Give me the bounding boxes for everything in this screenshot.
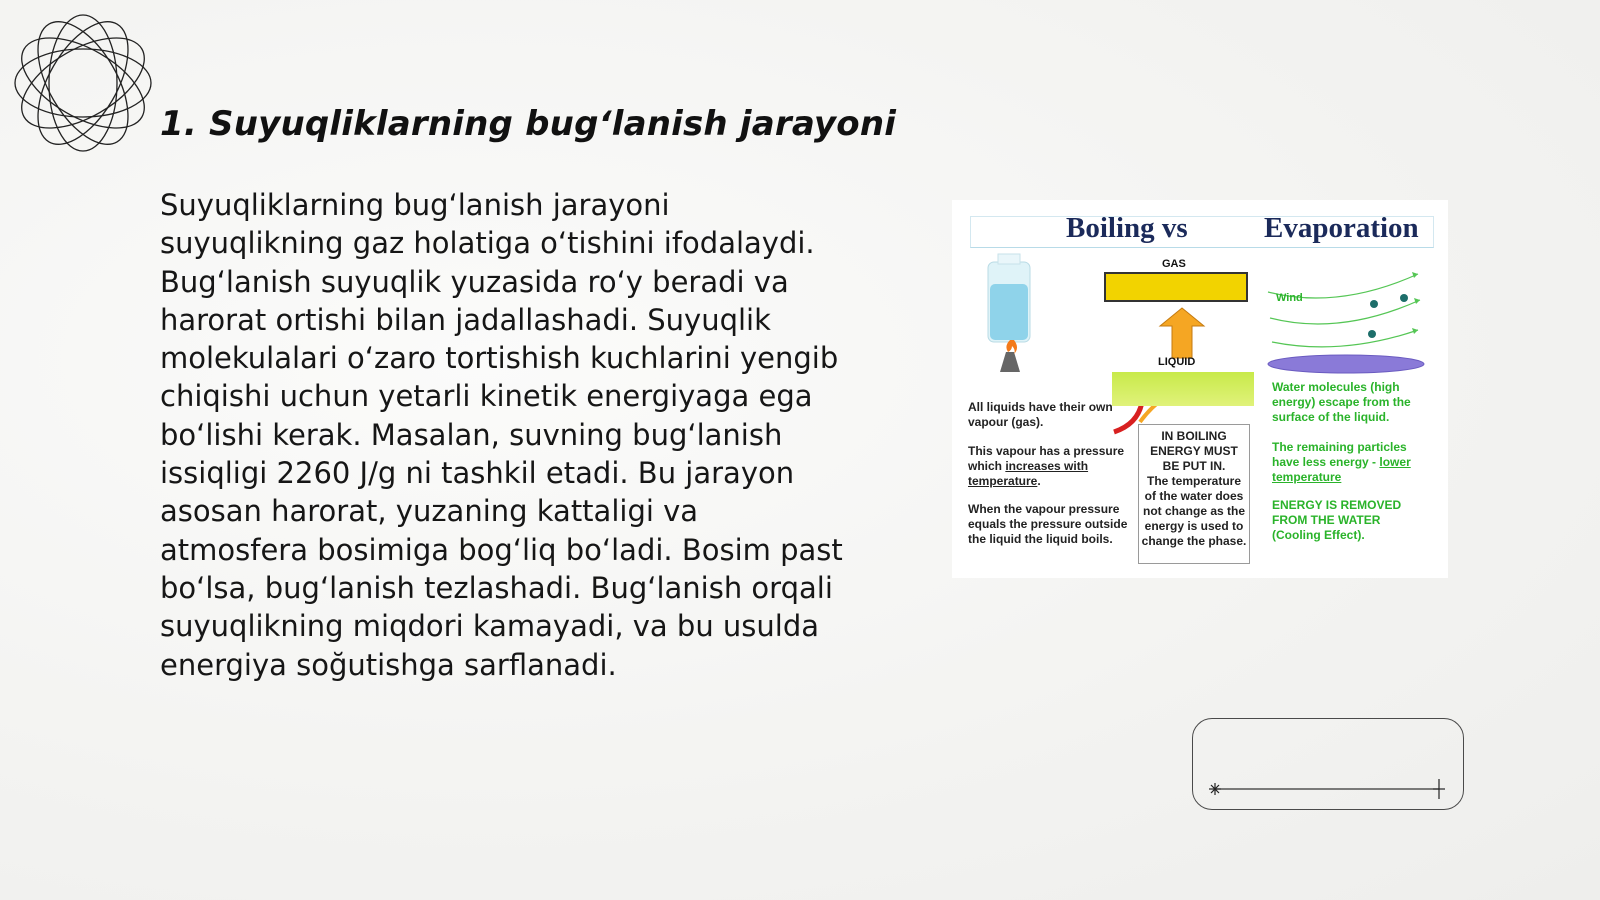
up-arrow-icon [1160, 308, 1204, 358]
right-text-2 [1272, 440, 1432, 485]
right-text-2a: The remaining particles have less energy - [1272, 440, 1407, 469]
starburst-icon [1209, 783, 1221, 795]
wind-lines-icon [1268, 274, 1420, 347]
left-text-2a: This vapour has a pressure which [968, 444, 1125, 473]
timeline-box [1192, 718, 1464, 810]
liquid-label: LIQUID [1158, 356, 1196, 368]
gas-box [1104, 272, 1248, 302]
boiling-vs-evaporation-figure [952, 200, 1448, 578]
left-text-1: All liquids have their own vapour (gas). [968, 400, 1113, 429]
right-text-3: ENERGY IS REMOVED FROM THE WATER (Cooling Effect). [1272, 498, 1402, 542]
gas-label: GAS [1162, 258, 1186, 270]
burner-icon [1000, 340, 1020, 372]
wind-label: Wind [1276, 292, 1303, 304]
liquid-box [1112, 372, 1254, 406]
beaker-icon [988, 254, 1030, 342]
left-text-2-link: increases with temperature [968, 459, 1089, 488]
figure-title-evaporation: Evaporation [1264, 212, 1419, 244]
right-text-2-link: lower temperature [1272, 455, 1411, 484]
left-text-3: When the vapour pressure equals the pressure outside the liquid the liquid boils. [968, 502, 1128, 546]
energy-box [1138, 424, 1250, 564]
puddle-icon [1268, 355, 1424, 373]
figure-title-boiling: Boiling vs [1066, 212, 1188, 244]
timeline-line [1193, 719, 1465, 811]
body-paragraph: Suyuqliklarning bug‘lanish jarayoni suyuqlikning gaz holatiga o‘tishini ifodalaydi. Bug‘lanish suyuqlik yuzasida ro‘y beradi va harorat ortishi bilan jadallashadi. Suyuqlik molekulalari o‘zaro tortishish kuchlarini yengib chiqishi uchun yetarli kinetik energiyaga ega bo‘lishi kerak. Masalan, suvning bug‘lanish issiqligi 2260 J/g ni tashkil etadi. Bu jarayon asosan harorat, yuzaning kattaligi va atmosfera bosimiga bog‘liq bo‘ladi. Bosim past bo‘lsa, bug‘lanish tezlashadi. Bug‘lanish orqali suyuqlikning miqdori kamayadi, va bu usulda energiya soğutishga sarflanadi. [160, 188, 843, 682]
left-text-2 [968, 444, 1128, 489]
left-text-2b: . [1037, 474, 1041, 488]
decorative-circles-logo [10, 10, 156, 156]
end-tick-icon [1433, 779, 1445, 799]
energy-caption: IN BOILING ENERGY MUST BE PUT IN. [1150, 429, 1238, 473]
right-text-1: Water molecules (high energy) escape from the surface of the liquid. [1272, 380, 1411, 424]
slide-title: 1. Suyuqliklarning bug‘lanish jarayoni [160, 104, 897, 144]
energy-text: The temperature of the water does not change as the energy is used to change the phase. [1141, 474, 1247, 548]
